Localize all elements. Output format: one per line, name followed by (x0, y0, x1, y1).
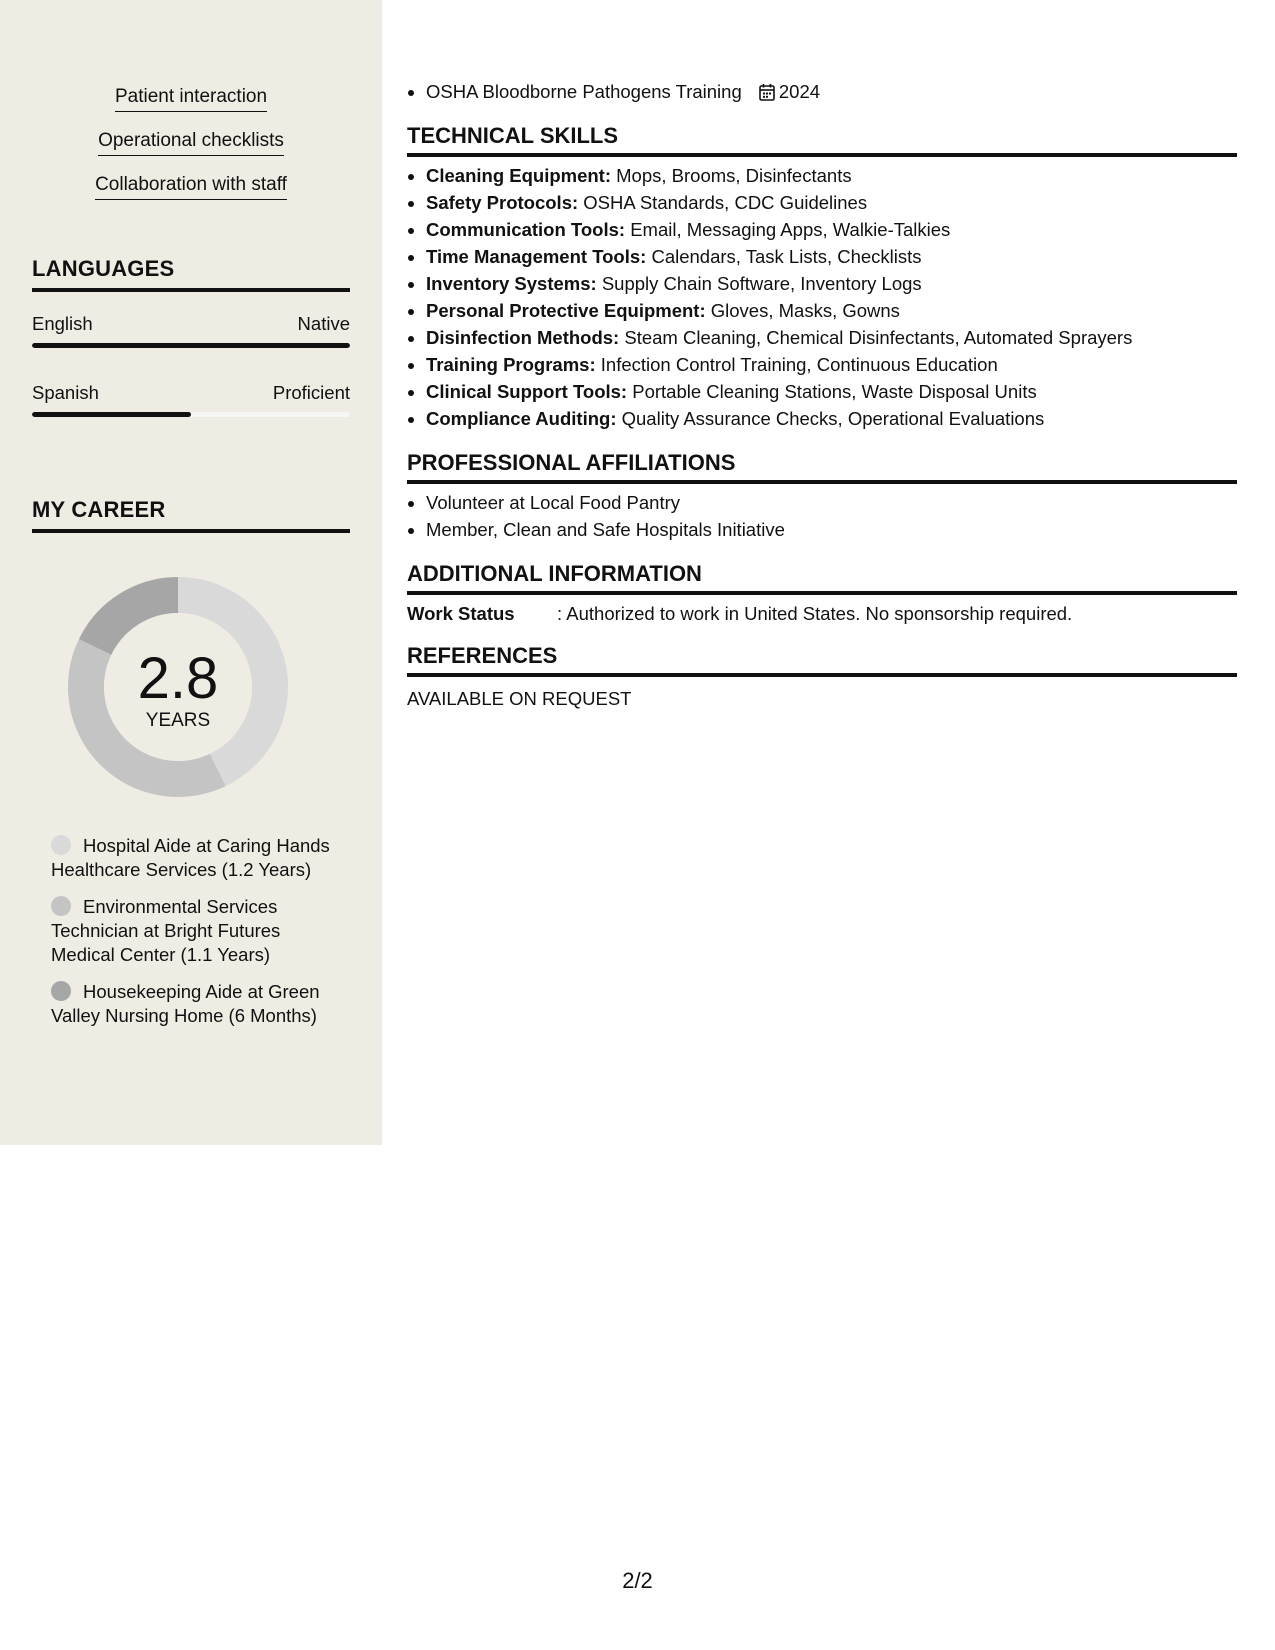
skill-item (426, 351, 1237, 378)
legend-dot (51, 896, 71, 916)
certification-year: 2024 (778, 81, 821, 102)
skill-value: OSHA Standards, CDC Guidelines (583, 192, 868, 213)
strength-item: Collaboration with staff (95, 174, 287, 200)
career-legend-item (51, 834, 341, 882)
skill-label: Personal Protective Equipment: (426, 300, 706, 321)
language-bar (32, 343, 350, 348)
skill-label: Clinical Support Tools: (426, 381, 628, 402)
certification-name: OSHA Bloodborne Pathogens Training (426, 81, 742, 102)
work-status-label: Work Status (407, 603, 515, 624)
skill-value: Email, Messaging Apps, Walkie-Talkies (630, 219, 951, 240)
language-bar (32, 412, 350, 417)
skill-item (426, 162, 1237, 189)
affiliations-list (407, 489, 1237, 543)
skill-label: Time Management Tools: (426, 246, 647, 267)
skill-item (426, 243, 1237, 270)
legend-dot (51, 835, 71, 855)
skill-label: Disinfection Methods: (426, 327, 620, 348)
career-legend-item (51, 895, 341, 967)
calendar-icon (759, 81, 775, 108)
skill-value: Infection Control Training, Continuous Education (600, 354, 998, 375)
skill-value: Gloves, Masks, Gowns (710, 300, 900, 321)
certification-list (407, 78, 820, 108)
technical-skills-heading: TECHNICAL SKILLS (407, 123, 1237, 157)
language-name: English (32, 313, 93, 334)
career-legend-label: Environmental Services Technician at Bright Futures Medical Center (1.1 Years) (51, 896, 281, 965)
affiliation-item: • Member, Clean and Safe Hospitals Initiative (426, 516, 1237, 543)
skill-item (426, 324, 1237, 351)
page-number: 2/2 (622, 1568, 653, 1593)
skill-value: Calendars, Task Lists, Checklists (651, 246, 922, 267)
work-status-value: : Authorized to work in United States. No sponsorship required. (557, 603, 1073, 624)
career-legend-label: Housekeeping Aide at Green Valley Nursing Home (6 Months) (51, 981, 320, 1026)
skill-value: Steam Cleaning, Chemical Disinfectants, Automated Sprayers (624, 327, 1133, 348)
skill-item (426, 297, 1237, 324)
affiliations-heading: PROFESSIONAL AFFILIATIONS (407, 450, 1237, 484)
affiliation-item: • Volunteer at Local Food Pantry (426, 489, 1237, 516)
references-text: AVAILABLE ON REQUEST (407, 688, 632, 709)
skill-item (426, 189, 1237, 216)
additional-info-heading: ADDITIONAL INFORMATION (407, 561, 1237, 595)
skill-label: Safety Protocols: (426, 192, 579, 213)
strengths-list (0, 86, 382, 218)
skill-value: Mops, Brooms, Disinfectants (616, 165, 852, 186)
language-level: Native (297, 313, 350, 334)
language-bar-fill (32, 412, 191, 417)
skill-item (426, 405, 1237, 432)
career-legend-label: Hospital Aide at Caring Hands Healthcare Services (1.2 Years) (51, 835, 330, 880)
skill-value: Quality Assurance Checks, Operational Evaluations (621, 408, 1045, 429)
skill-label: Training Programs: (426, 354, 596, 375)
sidebar (0, 0, 382, 1145)
career-donut-chart (63, 572, 293, 802)
work-status-row (407, 603, 1237, 625)
language-row (32, 313, 350, 335)
career-unit: YEARS (145, 710, 211, 731)
skill-label: Communication Tools: (426, 219, 626, 240)
skill-item (426, 270, 1237, 297)
language-bar-fill (32, 343, 350, 348)
skill-value: Portable Cleaning Stations, Waste Disposal Units (632, 381, 1037, 402)
skill-value: Supply Chain Software, Inventory Logs (601, 273, 922, 294)
references-heading: REFERENCES (407, 643, 1237, 677)
strength-item: Operational checklists (98, 130, 284, 156)
technical-skills-list (407, 162, 1237, 432)
skill-label: Inventory Systems: (426, 273, 597, 294)
donut-center (63, 572, 293, 802)
legend-dot (51, 981, 71, 1001)
skill-item (426, 216, 1237, 243)
career-total: 2.8 (137, 646, 219, 711)
certification-item (426, 78, 820, 108)
career-legend-item (51, 980, 341, 1028)
languages-heading: LANGUAGES (32, 256, 350, 292)
skill-label: Compliance Auditing: (426, 408, 617, 429)
skill-label: Cleaning Equipment: (426, 165, 611, 186)
skill-item (426, 378, 1237, 405)
strength-item: Patient interaction (115, 86, 267, 112)
language-name: Spanish (32, 382, 99, 403)
language-row (32, 382, 350, 404)
career-heading: MY CAREER (32, 497, 350, 533)
language-level: Proficient (272, 382, 350, 403)
career-legend (51, 834, 341, 1041)
